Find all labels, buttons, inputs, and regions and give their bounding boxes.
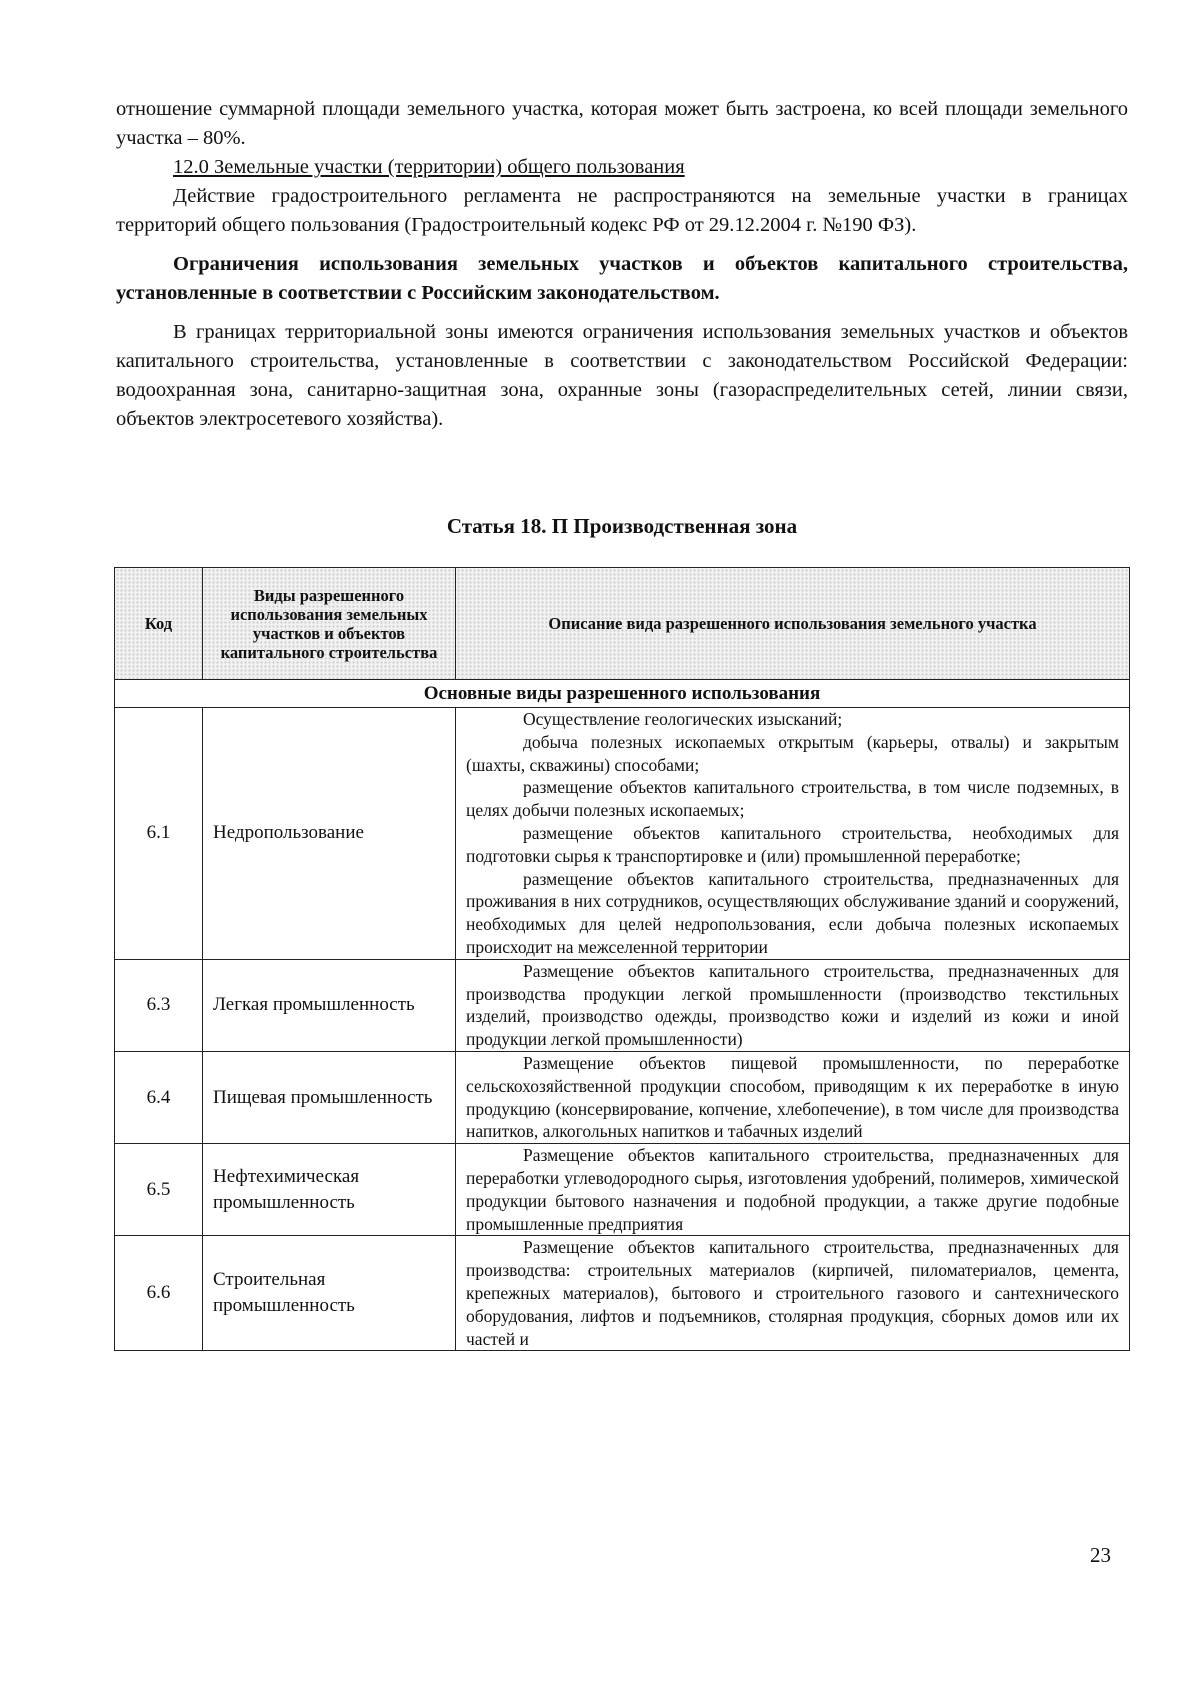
description-paragraph: Размещение объектов капитального строительства, предназначенных для переработки углеводородного сырья, изготовления удобрений, полимеров, химической продукции бытового назначения и подобной продукции, а также другие подобные промышленные предприятия xyxy=(466,1145,1119,1234)
subheading-common-use: 12.0 Земельные участки (территории) общего пользования xyxy=(173,156,685,178)
row-use-name: Нефтехимическая промышленность xyxy=(203,1144,456,1236)
description-paragraph: размещение объектов капитального строительства, необходимых для подготовки сырья к транспортировке и (или) промышленной переработке; xyxy=(466,822,1119,866)
row-use-name: Недропользование xyxy=(203,708,456,960)
row-code: 6.1 xyxy=(115,708,203,960)
row-use-name: Пищевая промышленность xyxy=(203,1051,456,1143)
description-paragraph: размещение объектов капитального строительства, в том числе подземных, в целях добычи полезных ископаемых; xyxy=(466,777,1119,821)
row-use-name: Строительная промышленность xyxy=(203,1236,456,1351)
row-description xyxy=(456,1236,1130,1351)
description-paragraph: Размещение объектов капитального строительства, предназначенных для производства продукции легкой промышленности (производство текстильных изделий, производство одежды, производство кожи и изделий из кожи и иной продукции легкой промышленности) xyxy=(466,960,1119,1050)
row-code: 6.4 xyxy=(115,1051,203,1143)
description-paragraph: Размещение объектов капитального строительства, предназначенных для производства: строительных материалов (кирпичей, пиломатериалов, цемента, крепежных материалов), бытового и строительного газового и сантехнического оборудования, лифтов и подъемников, столярная продукция, сборных домов или их частей и xyxy=(466,1237,1119,1349)
table-row xyxy=(115,1144,1130,1236)
row-description xyxy=(456,1144,1130,1236)
header-kind: Виды разрешенного использования земельных участков и объектов капитального строительства xyxy=(203,568,456,680)
page-number: 23 xyxy=(1090,1543,1111,1567)
row-code: 6.5 xyxy=(115,1144,203,1236)
land-use-table xyxy=(114,567,1130,1351)
row-code: 6.3 xyxy=(115,959,203,1051)
header-description: Описание вида разрешенного использования земельного участка xyxy=(456,568,1130,680)
table-row xyxy=(115,959,1130,1051)
row-description xyxy=(456,1051,1130,1143)
intro-paragraph-3: В границах территориальной зоны имеются ограничения использования земельных участков и объектов капитального строительства, установленные в соответствии с законодательством Российской Федерации: водоохранная зона, санитарно-защитная зона, охранные зоны (газораспределительных сетей, линии связи, объектов электросетевого хозяйства). xyxy=(116,321,1128,430)
intro-paragraph-2: Действие градостроительного регламента не распространяются на земельные участки в границах территорий общего пользования (Градостроительный кодекс РФ от 29.12.2004 г. №190 ФЗ). xyxy=(116,185,1128,236)
table-header-row xyxy=(115,568,1130,680)
description-paragraph: Осуществление геологических изысканий; xyxy=(523,709,843,729)
header-code: Код xyxy=(115,568,203,680)
table-row xyxy=(115,1236,1130,1351)
table-row xyxy=(115,1051,1130,1143)
intro-paragraph-1: отношение суммарной площади земельного участка, которая может быть застроена, ко всей площади земельного участка – 80%. xyxy=(116,98,1128,149)
description-paragraph: Размещение объектов пищевой промышленности, по переработке сельскохозяйственной продукции способом, приводящим к их переработке в иную продукцию (консервирование, копчение, хлебопечение), в том числе для производства напитков, алкогольных напитков и табачных изделий xyxy=(466,1052,1119,1142)
row-use-name: Легкая промышленность xyxy=(203,959,456,1051)
row-description xyxy=(456,959,1130,1051)
article-title: Статья 18. П Производственная зона xyxy=(446,514,798,538)
description-paragraph: добыча полезных ископаемых открытым (карьеры, отвалы) и закрытым (шахты, скважины) способами; xyxy=(466,731,1119,775)
restrictions-heading: Ограничения использования земельных участков и объектов капитального строительства, установленные в соответствии с Российским законодательством. xyxy=(116,253,1128,304)
description-paragraph: размещение объектов капитального строительства, предназначенных для проживания в них сотрудников, осуществляющих обслуживание зданий и сооружений, необходимых для целей недропользования, если добыча полезных ископаемых происходит на межселенной территории xyxy=(466,868,1119,957)
row-code: 6.6 xyxy=(115,1236,203,1351)
row-description xyxy=(456,708,1130,960)
section-row xyxy=(115,680,1130,708)
document-body xyxy=(116,95,1128,434)
table-row xyxy=(115,708,1130,960)
section-label: Основные виды разрешенного использования xyxy=(115,680,1130,708)
